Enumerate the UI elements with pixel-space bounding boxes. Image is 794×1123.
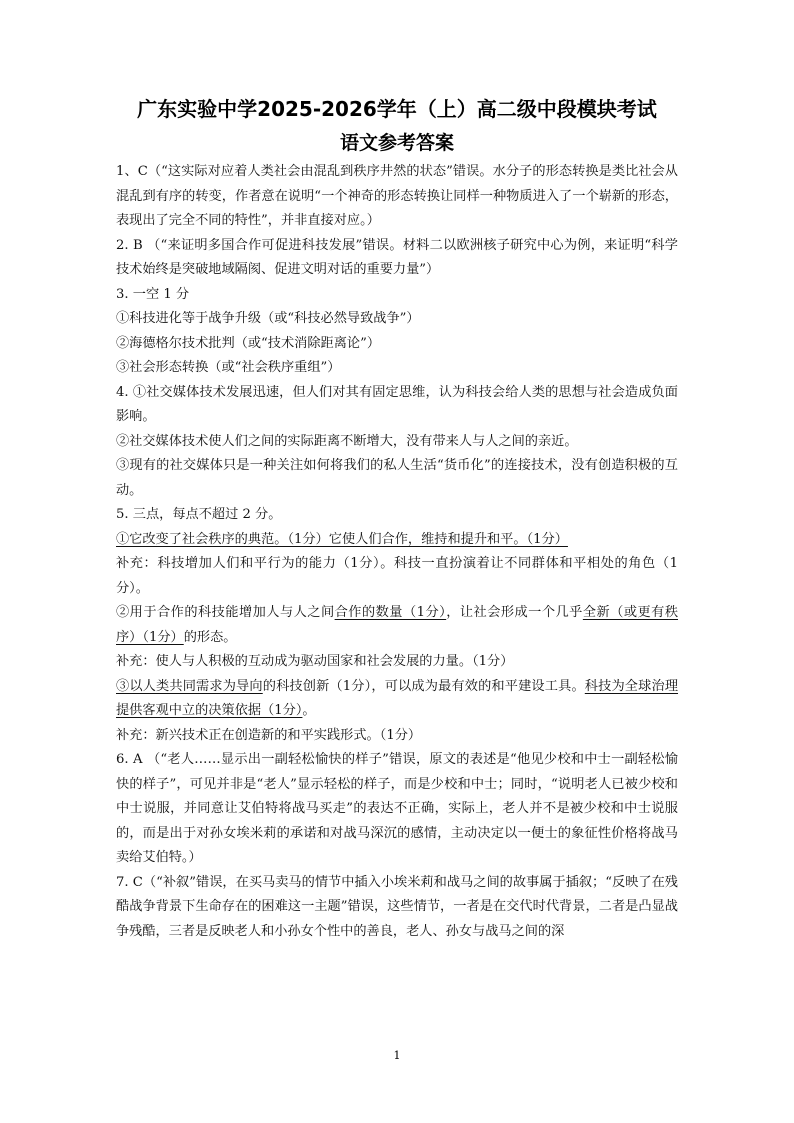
answer-q2: 2. B （“来证明多国合作可促进科技发展”错误。材料二以欧洲核子研究中心为例，来证明“科学技术始终是突破地域隔阂、促进文明对话的重要力量”） [116, 237, 678, 277]
answer-q3-item-1: ①科技进化等于战争升级（或“科技必然导致战争”） [116, 311, 420, 326]
answer-q6: 6. A （“老人……显示出一副轻松愉快的样子”错误，原文的表述是“他见少校和中士一副轻松愉快的样子”，可见并非是“老人”显示轻松的样子，而是少校和中士；同时，“说明老人已被少校和中士说服，并同意让艾伯特将战马买走”的表达不正确，实际上，老人并不是被少校和中士说服的，而是出于对孙女埃米莉的承诺和对战马深沉的感情，主动决定以一便士的象征性价格将战马卖给艾伯特。） [116, 752, 678, 865]
answer-q4-item-3: ③现有的社交媒体只是一种关注如何将我们的私人生活“货币化”的连接技术，没有创造积极的互动。 [116, 458, 678, 498]
answer-q3-heading: 3. 一空 1 分 [116, 286, 190, 302]
q5-point-2-lead: ②用于合作的科技能增加人与人之间 [116, 605, 335, 620]
answer-q4-item-2: ②社交媒体技术使人们之间的实际距离不断增大，没有带来人与人之间的亲近。 [116, 433, 578, 449]
q5-point-2-key-1: 合作的数量（1分） [334, 605, 447, 620]
answer-q4-item-1: 4. ①社交媒体技术发展迅速，但人们对其有固定思维，认为科技会给人类的思想与社会造成负面影响。 [116, 384, 678, 424]
answer-q5-point-1 [116, 528, 678, 553]
answer-key-subtitle: 语文参考答案 [339, 132, 454, 154]
q5-point-2-tail: 的形态。 [183, 629, 237, 645]
q5-point-3-tail: 。 [302, 703, 316, 718]
q5-point-1-text: ①它改变了社会秩序的典范。（1分）它使人们合作，维持和提升和平。（1分） [116, 531, 568, 547]
page-number: 1 [393, 1049, 401, 1062]
answer-q1: 1、C（“这实际对应着人类社会由混乱到秩序井然的状态”错误。水分子的形态转换是类比社会从混乱到有序的转变，作者意在说明“一个神奇的形态转换让同样一种物质进入了一个崭新的形态，表现出了完全不同的特性”，并非直接对应。） [116, 164, 678, 228]
answer-q5-heading: 5. 三点，每点不超过 2 分。 [116, 507, 282, 522]
answer-q5-point-3 [116, 675, 678, 724]
answer-body [116, 160, 678, 944]
q5-point-3-key-1: ③以人类共同需求为导向 [116, 678, 263, 694]
q5-point-3-key-2: 科技为全球治理提供客观中立的决策依据（1分） [116, 678, 679, 718]
answer-q7: 7. C（“补叙”错误，在买马卖马的情节中插入小埃米莉和战马之间的故事属于插叙；“反映了在残酷战争背景下生命存在的困难这一主题”错误，这些情节，一者是在交代时代背景，二者是凸显战争残酷，三者是反映老人和小孙女个性中的善良，老人、孙女与战马之间的深 [116, 874, 678, 939]
answer-q5-point-1-supplement: 补充：科技增加人们和平行为的能力（1分）。科技一直扮演着让不同群体和平相处的角色（1分）。 [116, 556, 678, 596]
answer-q3-item-2: ②海德格尔技术批判（或“技术消除距离论”） [116, 335, 381, 351]
q5-point-2-key-2: 全新（或更有秩序）（1分） [116, 605, 679, 645]
answer-q3-item-3: ③社会形态转换（或“社会秩序重组”） [116, 360, 341, 375]
exam-title: 广东实验中学2025-2026学年（上）高二级中段模块考试 [137, 97, 657, 121]
q5-point-2-middle: ，让社会形成一个几乎 [446, 605, 583, 620]
answer-q5-point-3-supplement: 补充：新兴技术正在创造新的和平实践形式。（1分） [116, 727, 422, 743]
answer-q5-point-2 [116, 601, 678, 650]
q5-point-3-middle: 的科技创新（1分），可以成为最有效的和平建设工具。 [262, 678, 585, 694]
answer-q5-point-2-supplement: 补充：使人与人积极的互动成为驱动国家和社会发展的力量。（1分） [116, 654, 514, 669]
